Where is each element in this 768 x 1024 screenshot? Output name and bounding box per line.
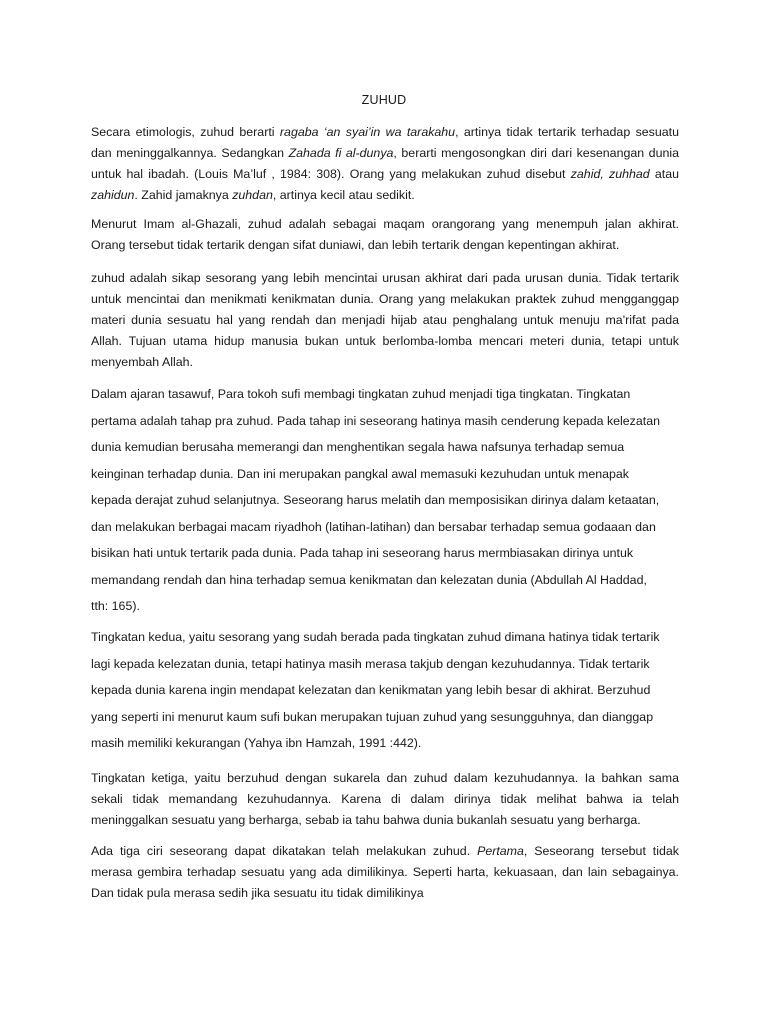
- text-line: Ada tiga ciri seseorang dapat dikatakan telah melakukan zuhud. Pertama, Seseorang tersebut tidak: [91, 844, 679, 858]
- text-line: lagi kepada kelezatan dunia, tetapi hatinya masih merasa takjub dengan kezuhudannya. Tidak tertarik: [91, 656, 650, 671]
- text-line: Dalam ajaran tasawuf, Para tokoh sufi membagi tingkatan zuhud menjadi tiga tingkatan. Tingkatan: [91, 387, 631, 401]
- paragraph-characteristics: [91, 841, 679, 904]
- text-line: Tingkatan ketiga, yaitu berzuhud dengan sukarela dan zuhud dalam kezuhudannya. Ia bahkan sama: [91, 771, 679, 785]
- text-line: masih memiliki kekurangan (Yahya ibn Hamzah, 1991 :442).: [91, 736, 422, 750]
- text-line: untuk mencintai dan menikmati kenikmatan dunia. Orang yang melakukan praktek zuhud mengganggap: [91, 292, 679, 306]
- paragraph-definition: [91, 268, 679, 373]
- document-title: ZUHUD: [361, 93, 407, 107]
- text-line: dunia kemudian berusaha memerangi dan menghentikan segala hawa nafsunya terhadap semua: [91, 440, 625, 454]
- text-line: yang seperti ini menurut kaum sufi bukan merupakan tujuan zuhud yang sesungguhnya, dan dianggap: [91, 709, 654, 724]
- text-line: bisikan hati untuk tertarik pada dunia. Pada tahap ini seseorang harus mermbiasakan dirinya untuk: [91, 546, 634, 560]
- paragraph-first-level: [91, 381, 679, 620]
- text-line: kepada derajat zuhud selanjutnya. Seseorang harus melatih dan memposisikan dirinya dalam ketaatan,: [91, 493, 660, 507]
- text-line: Menurut Imam al-Ghazali, zuhud adalah sebagai maqam orangorang yang menempuh jalan akhirat.: [91, 217, 679, 231]
- text-line: Tingkatan kedua, yaitu sesorang yang sudah berada pada tingkatan zuhud dimana hatinya tidak tertarik: [91, 630, 660, 644]
- text-line: merasa gembira terhadap sesuatu yang ada dimilikinya. Seperti harta, kekuasaan, dan lain sebagainya.: [91, 865, 679, 879]
- text-line: tth: 165).: [91, 599, 140, 613]
- text-line: sekali tidak memandang kezuhudannya. Karena di dalam dirinya tidak melihat bahwa ia telah: [91, 792, 679, 806]
- text-line: dan melakukan berbagai macam riyadhoh (latihan-latihan) dan bersabar terhadap semua godaaan dan: [91, 519, 656, 534]
- text-line: Allah. Tujuan utama hidup manusia bukan untuk berlomba-lomba mencari meteri dunia, tetapi untuk: [91, 334, 679, 348]
- text-line: dan meninggalkannya. Sedangkan Zahada fi al-dunya, berarti mengosongkan diri dari kesenangan dunia: [91, 146, 679, 160]
- text-line: materi dunia sesuatu hal yang rendah dan menjadi hijab atau penghalang untuk menuju ma'rifat pada: [91, 313, 679, 327]
- paragraph-etymology: [91, 122, 679, 206]
- paragraph-third-level: [91, 768, 679, 831]
- paragraph-al-ghazali: [91, 214, 679, 256]
- text-line: memandang rendah dan hina terhadap semua kenikmatan dan kelezatan dunia (Abdullah Al Haddad,: [91, 572, 647, 587]
- text-line: menyembah Allah.: [91, 355, 193, 369]
- text-line: keinginan terhadap dunia. Dan ini merupakan pangkal awal memasuki kezuhudan untuk menapak: [91, 466, 629, 481]
- text-line: kepada dunia karena ingin mendapat kelezatan dan kenikmatan yang lebih besar di akhirat. Berzuhud: [91, 683, 651, 697]
- text-line: untuk hal ibadah. (Louis Ma’luf , 1984: 308). Orang yang melakukan zuhud disebut zahid, zuhhad atau: [91, 167, 679, 181]
- text-line: zahidun. Zahid jamaknya zuhdan, artinya kecil atau sedikit.: [91, 188, 415, 202]
- paragraph-second-level: [91, 624, 679, 757]
- text-line: pertama adalah tahap pra zuhud. Pada tahap ini seseorang hatinya masih cenderung kepada kelezatan: [91, 413, 660, 428]
- text-line: zuhud adalah sikap sesorang yang lebih mencintai urusan akhirat dari pada urusan dunia. Tidak tertarik: [91, 271, 679, 285]
- text-line: Orang tersebut tidak tertarik dengan sifat duniawi, dan lebih tertarik dengan kepentingan akhirat.: [91, 238, 620, 252]
- text-line: Dan tidak pula merasa sedih jika sesuatu itu tidak dimilikinya: [91, 886, 424, 900]
- text-line: meninggalkan sesuatu yang berharga, sebab ia tahu bahwa dunia bukanlah sesuatu yang berharga.: [91, 813, 641, 827]
- text-line: Secara etimologis, zuhud berarti ragaba ‘an syai’in wa tarakahu, artinya tidak tertarik terhadap sesuatu: [91, 125, 679, 139]
